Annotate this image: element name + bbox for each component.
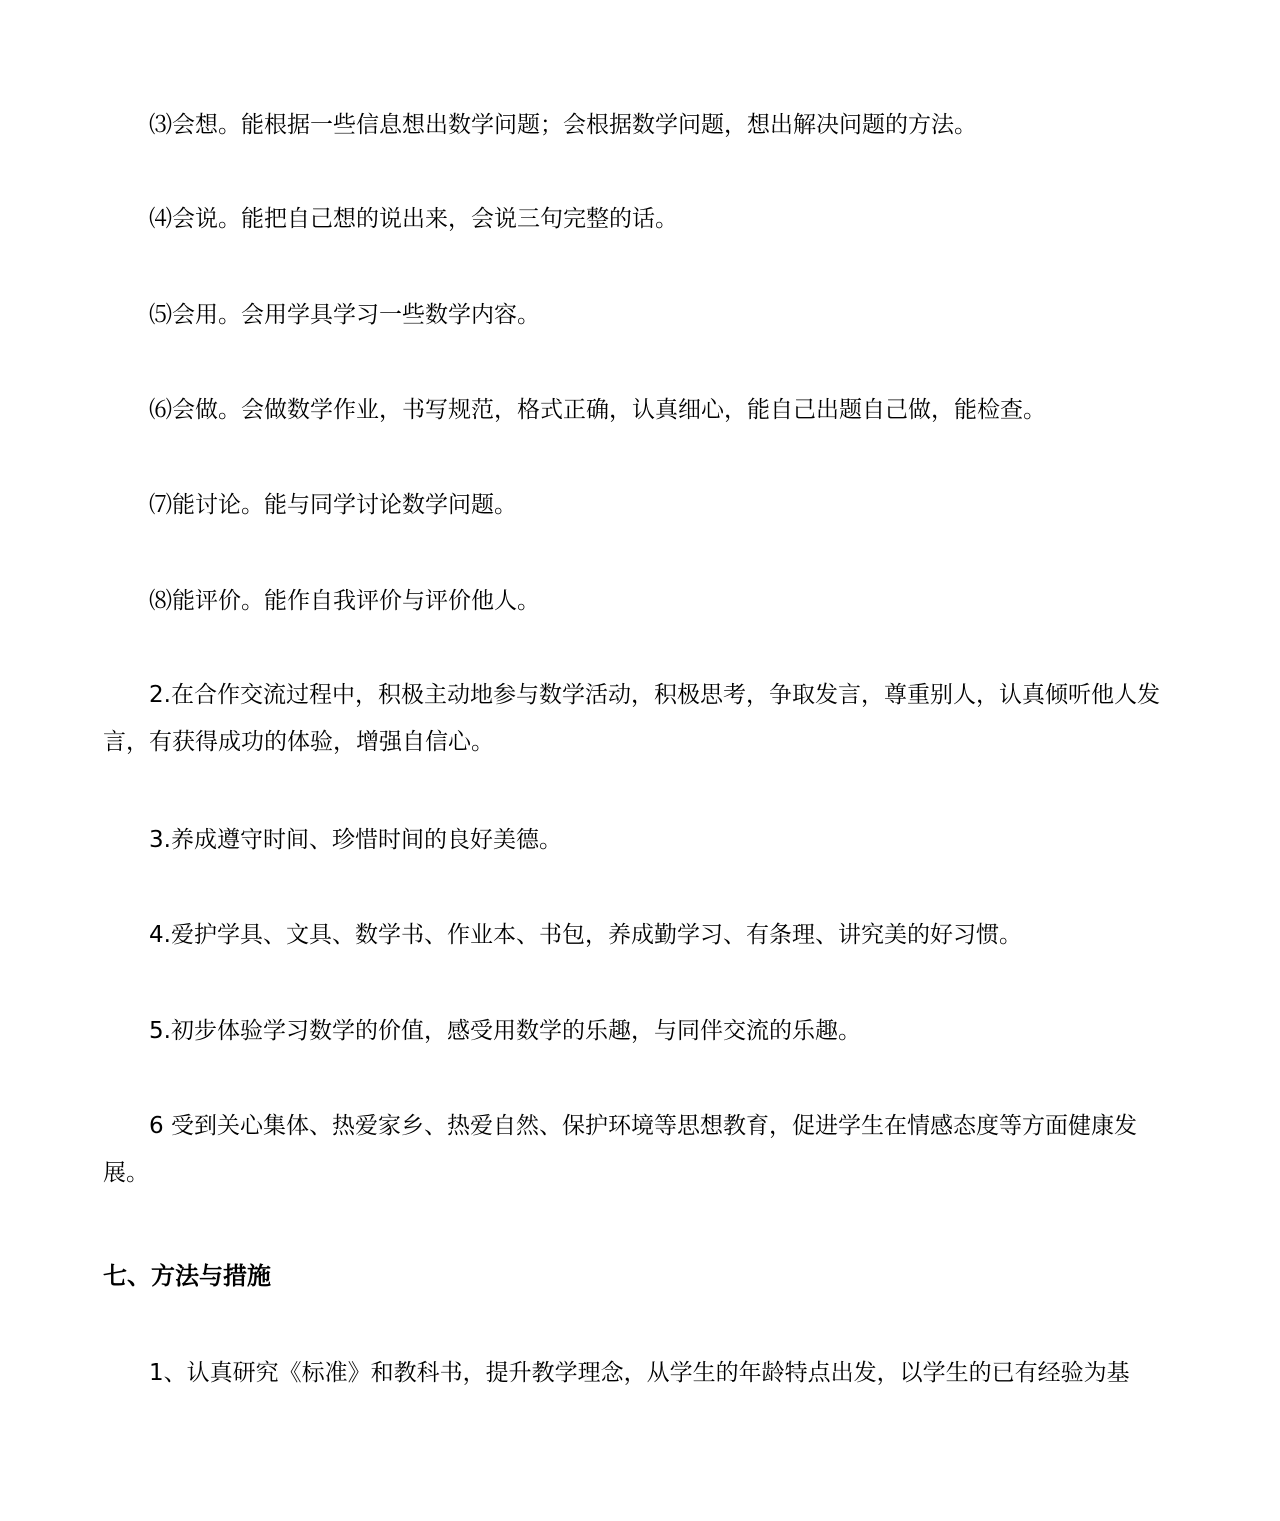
- paragraph-item-6-do: ⑹会做。会做数学作业，书写规范，格式正确，认真细心，能自己出题自己做，能检查。: [149, 397, 1046, 423]
- paragraph-point-3: 3.养成遵守时间、珍惜时间的良好美德。: [149, 827, 562, 853]
- paragraph-item-4-speak: ⑷会说。能把自己想的说出来，会说三句完整的话。: [149, 206, 678, 232]
- paragraph-point-5: 5.初步体验学习数学的价值，感受用数学的乐趣，与同伴交流的乐趣。: [149, 1018, 861, 1044]
- paragraph-item-8-evaluate: ⑻能评价。能作自我评价与评价他人。: [149, 588, 540, 614]
- paragraph-item-5-use: ⑸会用。会用学具学习一些数学内容。: [149, 302, 540, 328]
- paragraph-item-7-discuss: ⑺能讨论。能与同学讨论数学问题。: [149, 492, 517, 518]
- section-heading-methods: 七、方法与措施: [103, 1262, 271, 1290]
- paragraph-point-6: 6 受到关心集体、热爱家乡、热爱自然、保护环境等思想教育，促进学生在情感态度等方面健康发展。: [103, 1113, 1137, 1186]
- paragraph-method-1: 1、认真研究《标准》和教科书，提升教学理念，从学生的年龄特点出发，以学生的已有经验为基: [149, 1360, 1130, 1386]
- paragraph-point-4: 4.爱护学具、文具、数学书、作业本、书包，养成勤学习、有条理、讲究美的好习惯。: [149, 922, 1022, 948]
- paragraph-item-3-think: ⑶会想。能根据一些信息想出数学问题；会根据数学问题，想出解决问题的方法。: [149, 112, 977, 138]
- paragraph-point-2: 2.在合作交流过程中，积极主动地参与数学活动，积极思考，争取发言，尊重别人，认真倾听他人发言，有获得成功的体验，增强自信心。: [103, 682, 1160, 755]
